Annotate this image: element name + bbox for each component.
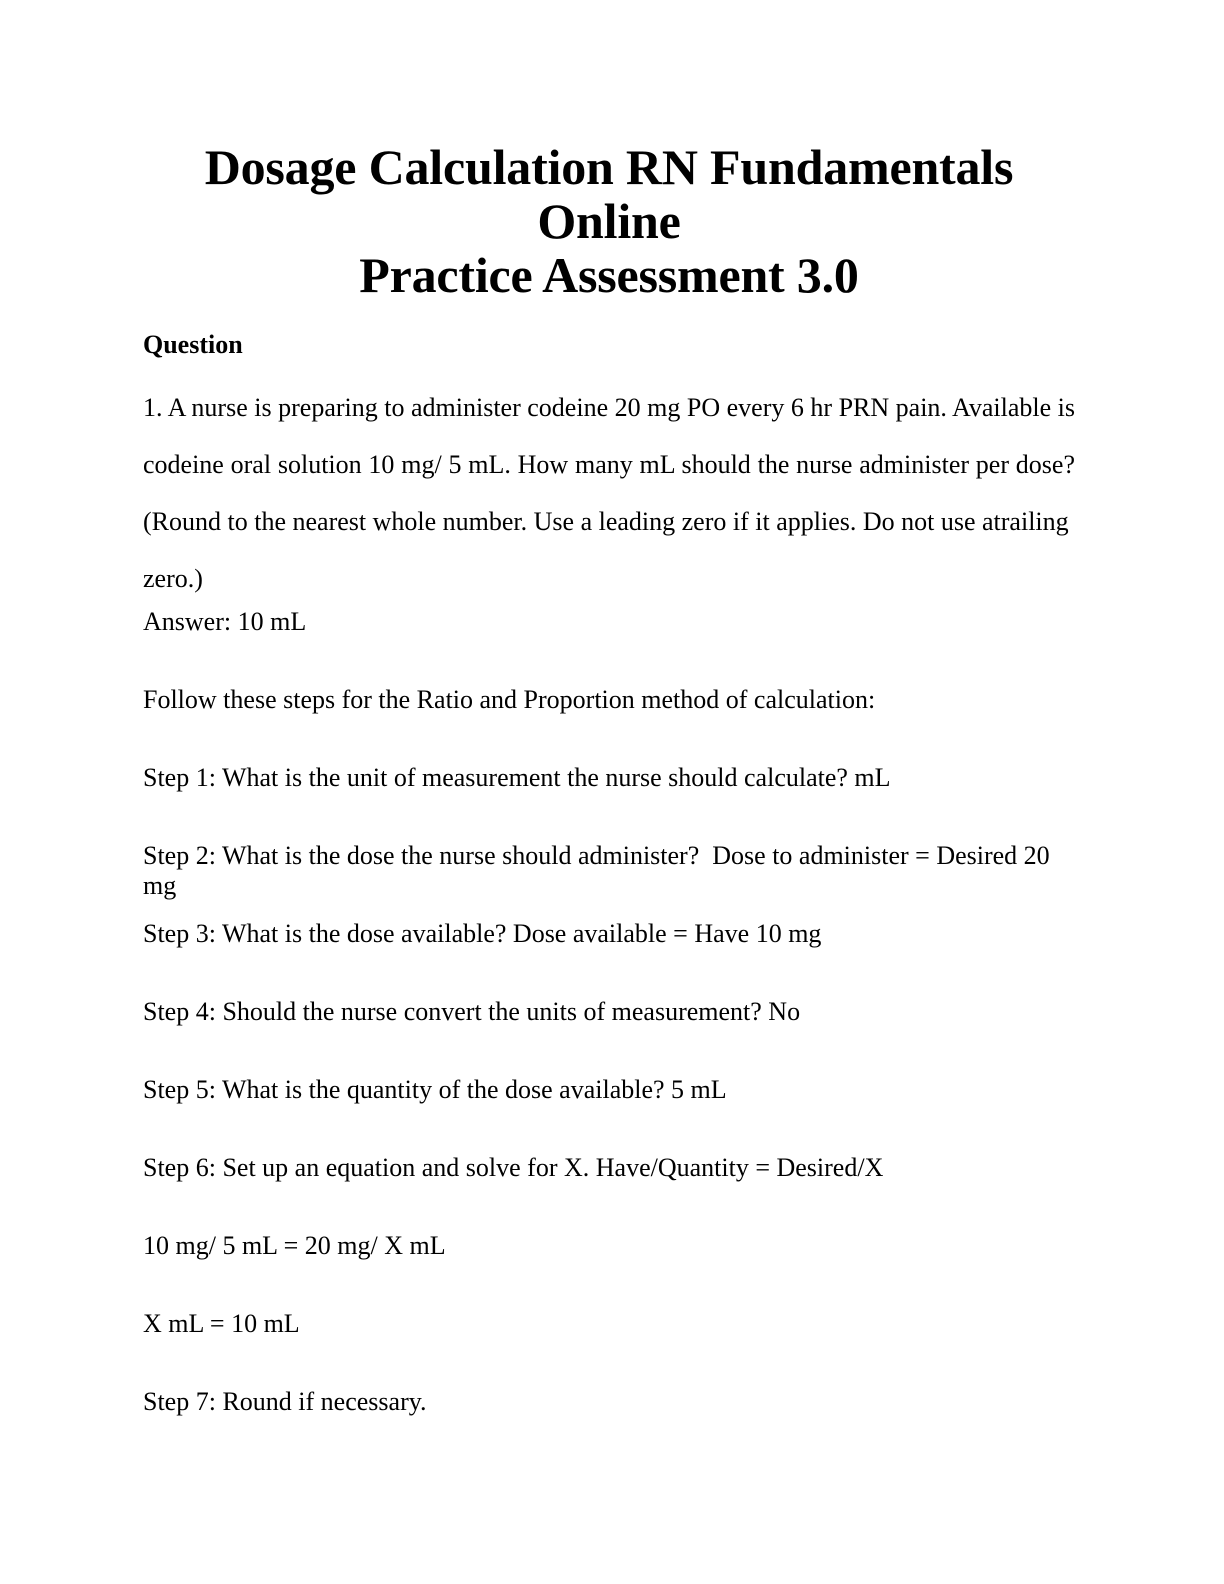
question-line-3: (Round to the nearest whole number. Use a leading zero if it applies. Do not use atrailing zero.) (143, 507, 1069, 593)
question-line-1: 1. A nurse is preparing to administer codeine 20 mg PO every 6 hr PRN pain. Available is (143, 393, 1075, 422)
page-title-line-2: Practice Assessment 3.0 (359, 247, 859, 303)
equation-line-2: X mL = 10 mL (143, 1309, 300, 1338)
question-paragraph (143, 379, 1075, 607)
section-label-question: Question (143, 330, 243, 359)
equation-line-1: 10 mg/ 5 mL = 20 mg/ X mL (143, 1231, 446, 1260)
step-line-7: Step 7: Round if necessary. (143, 1387, 427, 1416)
page-title (143, 0, 1075, 302)
step-line-2: Step 2: What is the dose the nurse should administer? Dose to administer = Desired 20 mg (143, 841, 1057, 900)
step-line-4: Step 4: Should the nurse convert the units of measurement? No (143, 997, 801, 1026)
answer-line: Answer: 10 mL (143, 607, 307, 636)
step-line-6: Step 6: Set up an equation and solve for X. Have/Quantity = Desired/X (143, 1153, 884, 1182)
document-content (143, 0, 1075, 1465)
question-line-2: codeine oral solution 10 mg/ 5 mL. How many mL should the nurse administer per dose? (143, 450, 1075, 479)
step-line-1: Step 1: What is the unit of measurement the nurse should calculate? mL (143, 763, 891, 792)
page-title-line-1: Dosage Calculation RN Fundamentals Online (204, 139, 1014, 249)
step-line-3: Step 3: What is the dose available? Dose available = Have 10 mg (143, 919, 822, 948)
method-intro-line: Follow these steps for the Ratio and Proportion method of calculation: (143, 685, 876, 714)
step-line-5: Step 5: What is the quantity of the dose available? 5 mL (143, 1075, 727, 1104)
